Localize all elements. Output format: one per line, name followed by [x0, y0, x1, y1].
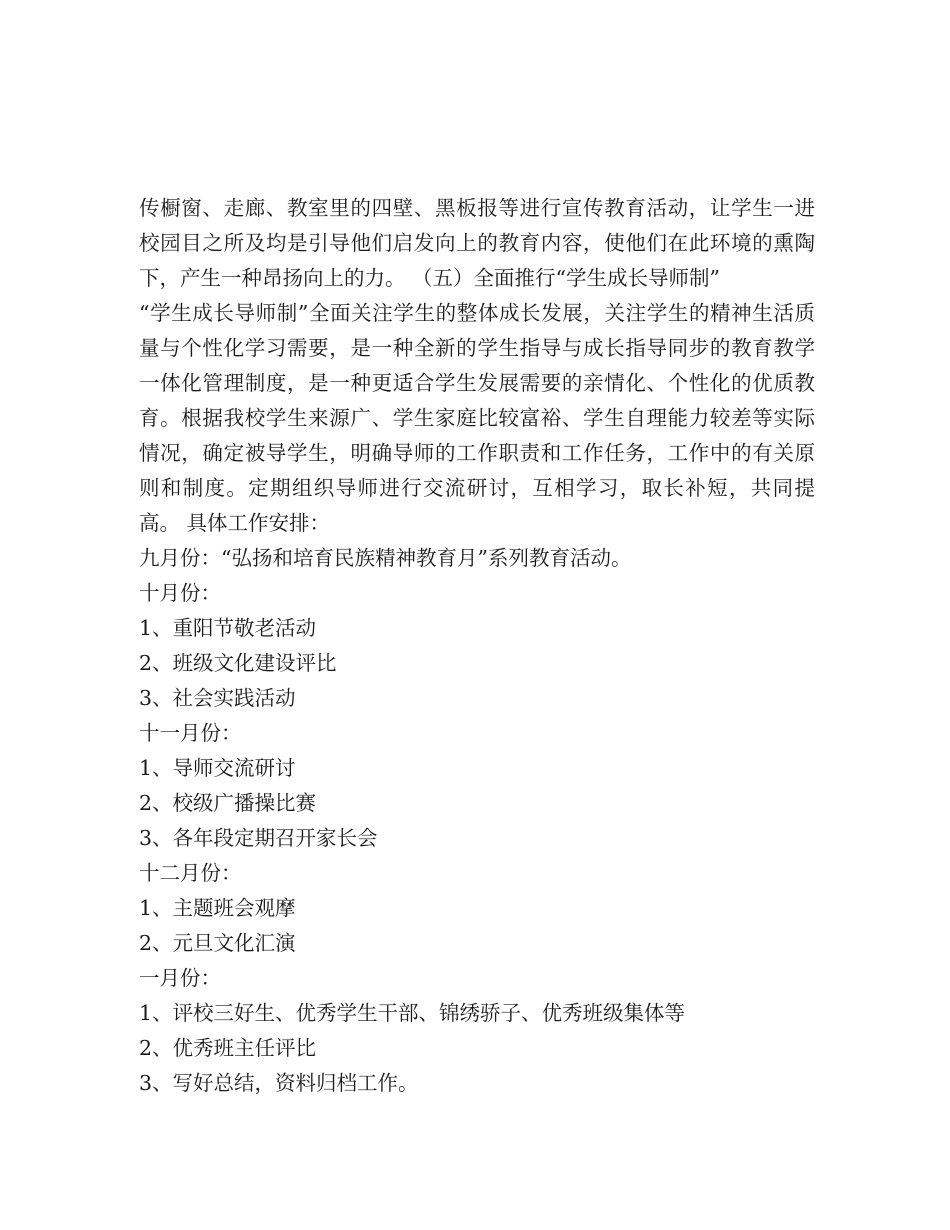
list-item: 1、主题班会观摩 — [139, 896, 296, 920]
list-item: 2、优秀班主任评比 — [139, 1036, 317, 1060]
list-item: 1、重阳节敬老活动 — [139, 616, 317, 640]
list-item: 3、社会实践活动 — [139, 686, 296, 710]
month-november: 十一月份： — [139, 721, 242, 745]
list-item: 1、评校三好生、优秀学生干部、锦绣骄子、优秀班级集体等 — [139, 1001, 686, 1025]
list-item: 2、元旦文化汇演 — [139, 931, 296, 955]
list-item: 2、校级广播操比赛 — [139, 791, 317, 815]
document-body — [139, 191, 815, 1101]
list-item: 1、导师交流研讨 — [139, 756, 296, 780]
list-item: 3、写好总结，资料归档工作。 — [139, 1071, 419, 1095]
month-december: 十二月份： — [139, 861, 242, 885]
month-january: 一月份： — [139, 966, 221, 990]
list-item: 2、班级文化建设评比 — [139, 651, 337, 675]
paragraph-publicity: 传橱窗、走廊、教室里的四壁、黑板报等进行宣传教育活动，让学生一进校园目之所及均是引导他们启发向上的教育内容，使他们在此环境的熏陶下，产生一种昂扬向上的力。 （五）全面推行“学生成长导师制” — [139, 196, 815, 290]
list-item: 3、各年段定期召开家长会 — [139, 826, 378, 850]
paragraph-mentor-system: “学生成长导师制”全面关注学生的整体成长发展，关注学生的精神生活质量与个性化学习需要，是一种全新的学生指导与成长指导同步的教育教学一体化管理制度，是一种更适合学生发展需要的亲情化、个性化的优质教育。根据我校学生来源广、学生家庭比较富裕、学生自理能力较差等实际情况，确定被导学生，明确导师的工作职责和工作任务，工作中的有关原则和制度。定期组织导师进行交流研讨，互相学习，取长补短，共同提高。 具体工作安排： — [139, 301, 815, 535]
month-september: 九月份：“弘扬和培育民族精神教育月”系列教育活动。 — [139, 546, 632, 570]
month-october: 十月份： — [139, 581, 221, 605]
